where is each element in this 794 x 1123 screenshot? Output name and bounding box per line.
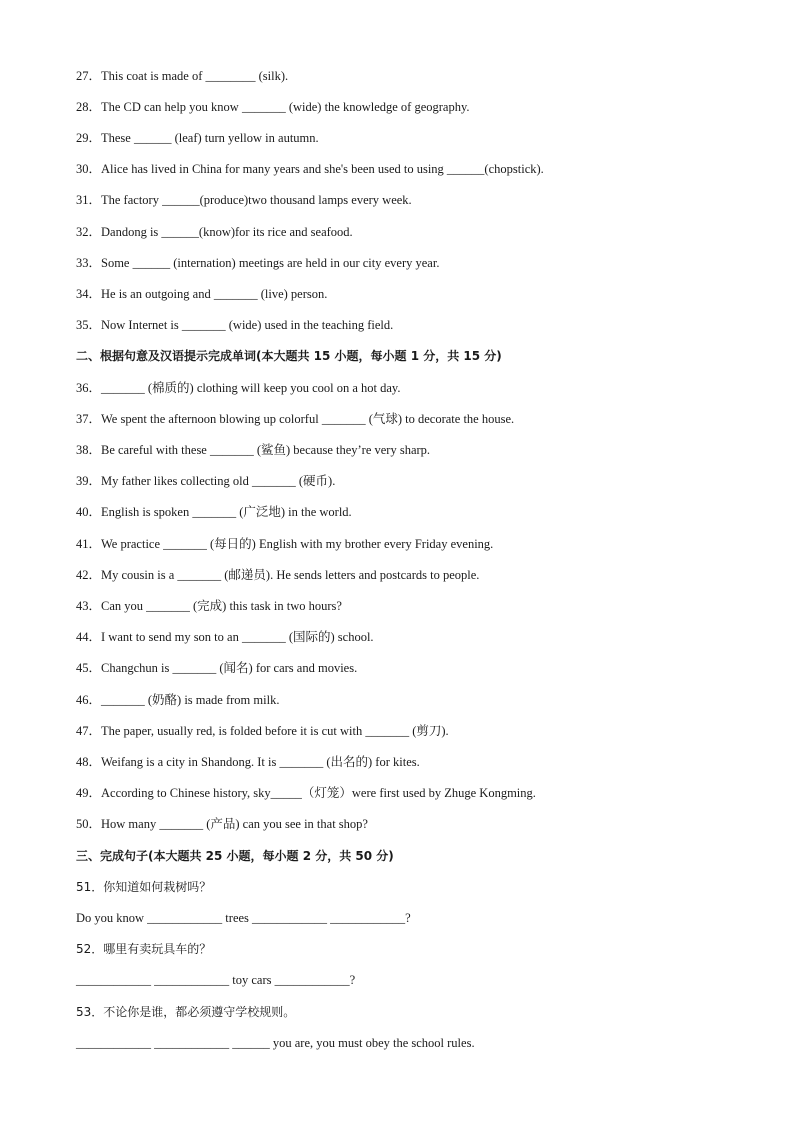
question-42: 42．My cousin is a _______ (邮递员). He sends letters and postcards to people. — [76, 568, 480, 582]
question-53-answer-line: ____________ ____________ ______ you are, you must obey the school rules. — [76, 1036, 475, 1050]
question-27: 27．This coat is made of ________ (silk). — [76, 69, 289, 83]
question-29: 29．These ______ (leaf) turn yellow in autumn. — [76, 131, 319, 145]
question-51-prompt: 51．你知道如何栽树吗？ — [76, 880, 212, 894]
question-37: 37．We spent the afternoon blowing up colorful _______ (气球) to decorate the house. — [76, 412, 515, 426]
question-51-answer-line: Do you know ____________ trees ____________ ____________? — [76, 911, 411, 925]
question-53-prompt: 53．不论你是谁，都必须遵守学校规则。 — [76, 1005, 296, 1019]
question-52-answer-line: ____________ ____________ toy cars ____________? — [76, 973, 356, 987]
question-28: 28．The CD can help you know _______ (wide) the knowledge of geography. — [76, 100, 470, 114]
question-49: 49．According to Chinese history, sky_____（灯笼）were first used by Zhuge Kongming. — [76, 786, 536, 800]
question-33: 33．Some ______ (internation) meetings are held in our city every year. — [76, 256, 440, 270]
question-50: 50．How many _______ (产品) can you see in that shop? — [76, 817, 368, 831]
section-heading-2: 二、根据句意及汉语提示完成单词(本大题共 15 小题，每小题 1 分，共 15 分) — [76, 349, 502, 363]
question-32: 32．Dandong is ______(know)for its rice and seafood. — [76, 225, 353, 239]
question-43: 43．Can you _______ (完成) this task in two hours? — [76, 599, 342, 613]
question-41: 41．We practice _______ (每日的) English with my brother every Friday evening. — [76, 537, 494, 551]
question-47: 47．The paper, usually red, is folded before it is cut with _______ (剪刀). — [76, 724, 449, 738]
question-35: 35．Now Internet is _______ (wide) used in the teaching field. — [76, 318, 394, 332]
question-39: 39．My father likes collecting old _______ (硬币). — [76, 474, 336, 488]
question-44: 44．I want to send my son to an _______ (国际的) school. — [76, 630, 374, 644]
question-30: 30．Alice has lived in China for many years and she's been used to using ______(chopstick). — [76, 162, 544, 176]
question-31: 31．The factory ______(produce)two thousand lamps every week. — [76, 193, 412, 207]
question-38: 38．Be careful with these _______ (鲨鱼) because they’re very sharp. — [76, 443, 431, 457]
question-48: 48．Weifang is a city in Shandong. It is _______ (出名的) for kites. — [76, 755, 420, 769]
question-46: 46．_______ (奶酪) is made from milk. — [76, 693, 280, 707]
question-36: 36．_______ (棉质的) clothing will keep you cool on a hot day. — [76, 381, 401, 395]
question-34: 34．He is an outgoing and _______ (live) person. — [76, 287, 328, 301]
question-45: 45．Changchun is _______ (闻名) for cars and movies. — [76, 661, 358, 675]
section-heading-3: 三、完成句子(本大题共 25 小题，每小题 2 分，共 50 分) — [76, 849, 394, 863]
question-52-prompt: 52．哪里有卖玩具车的？ — [76, 942, 212, 956]
question-40: 40．English is spoken _______ (广泛地) in the world. — [76, 505, 352, 519]
